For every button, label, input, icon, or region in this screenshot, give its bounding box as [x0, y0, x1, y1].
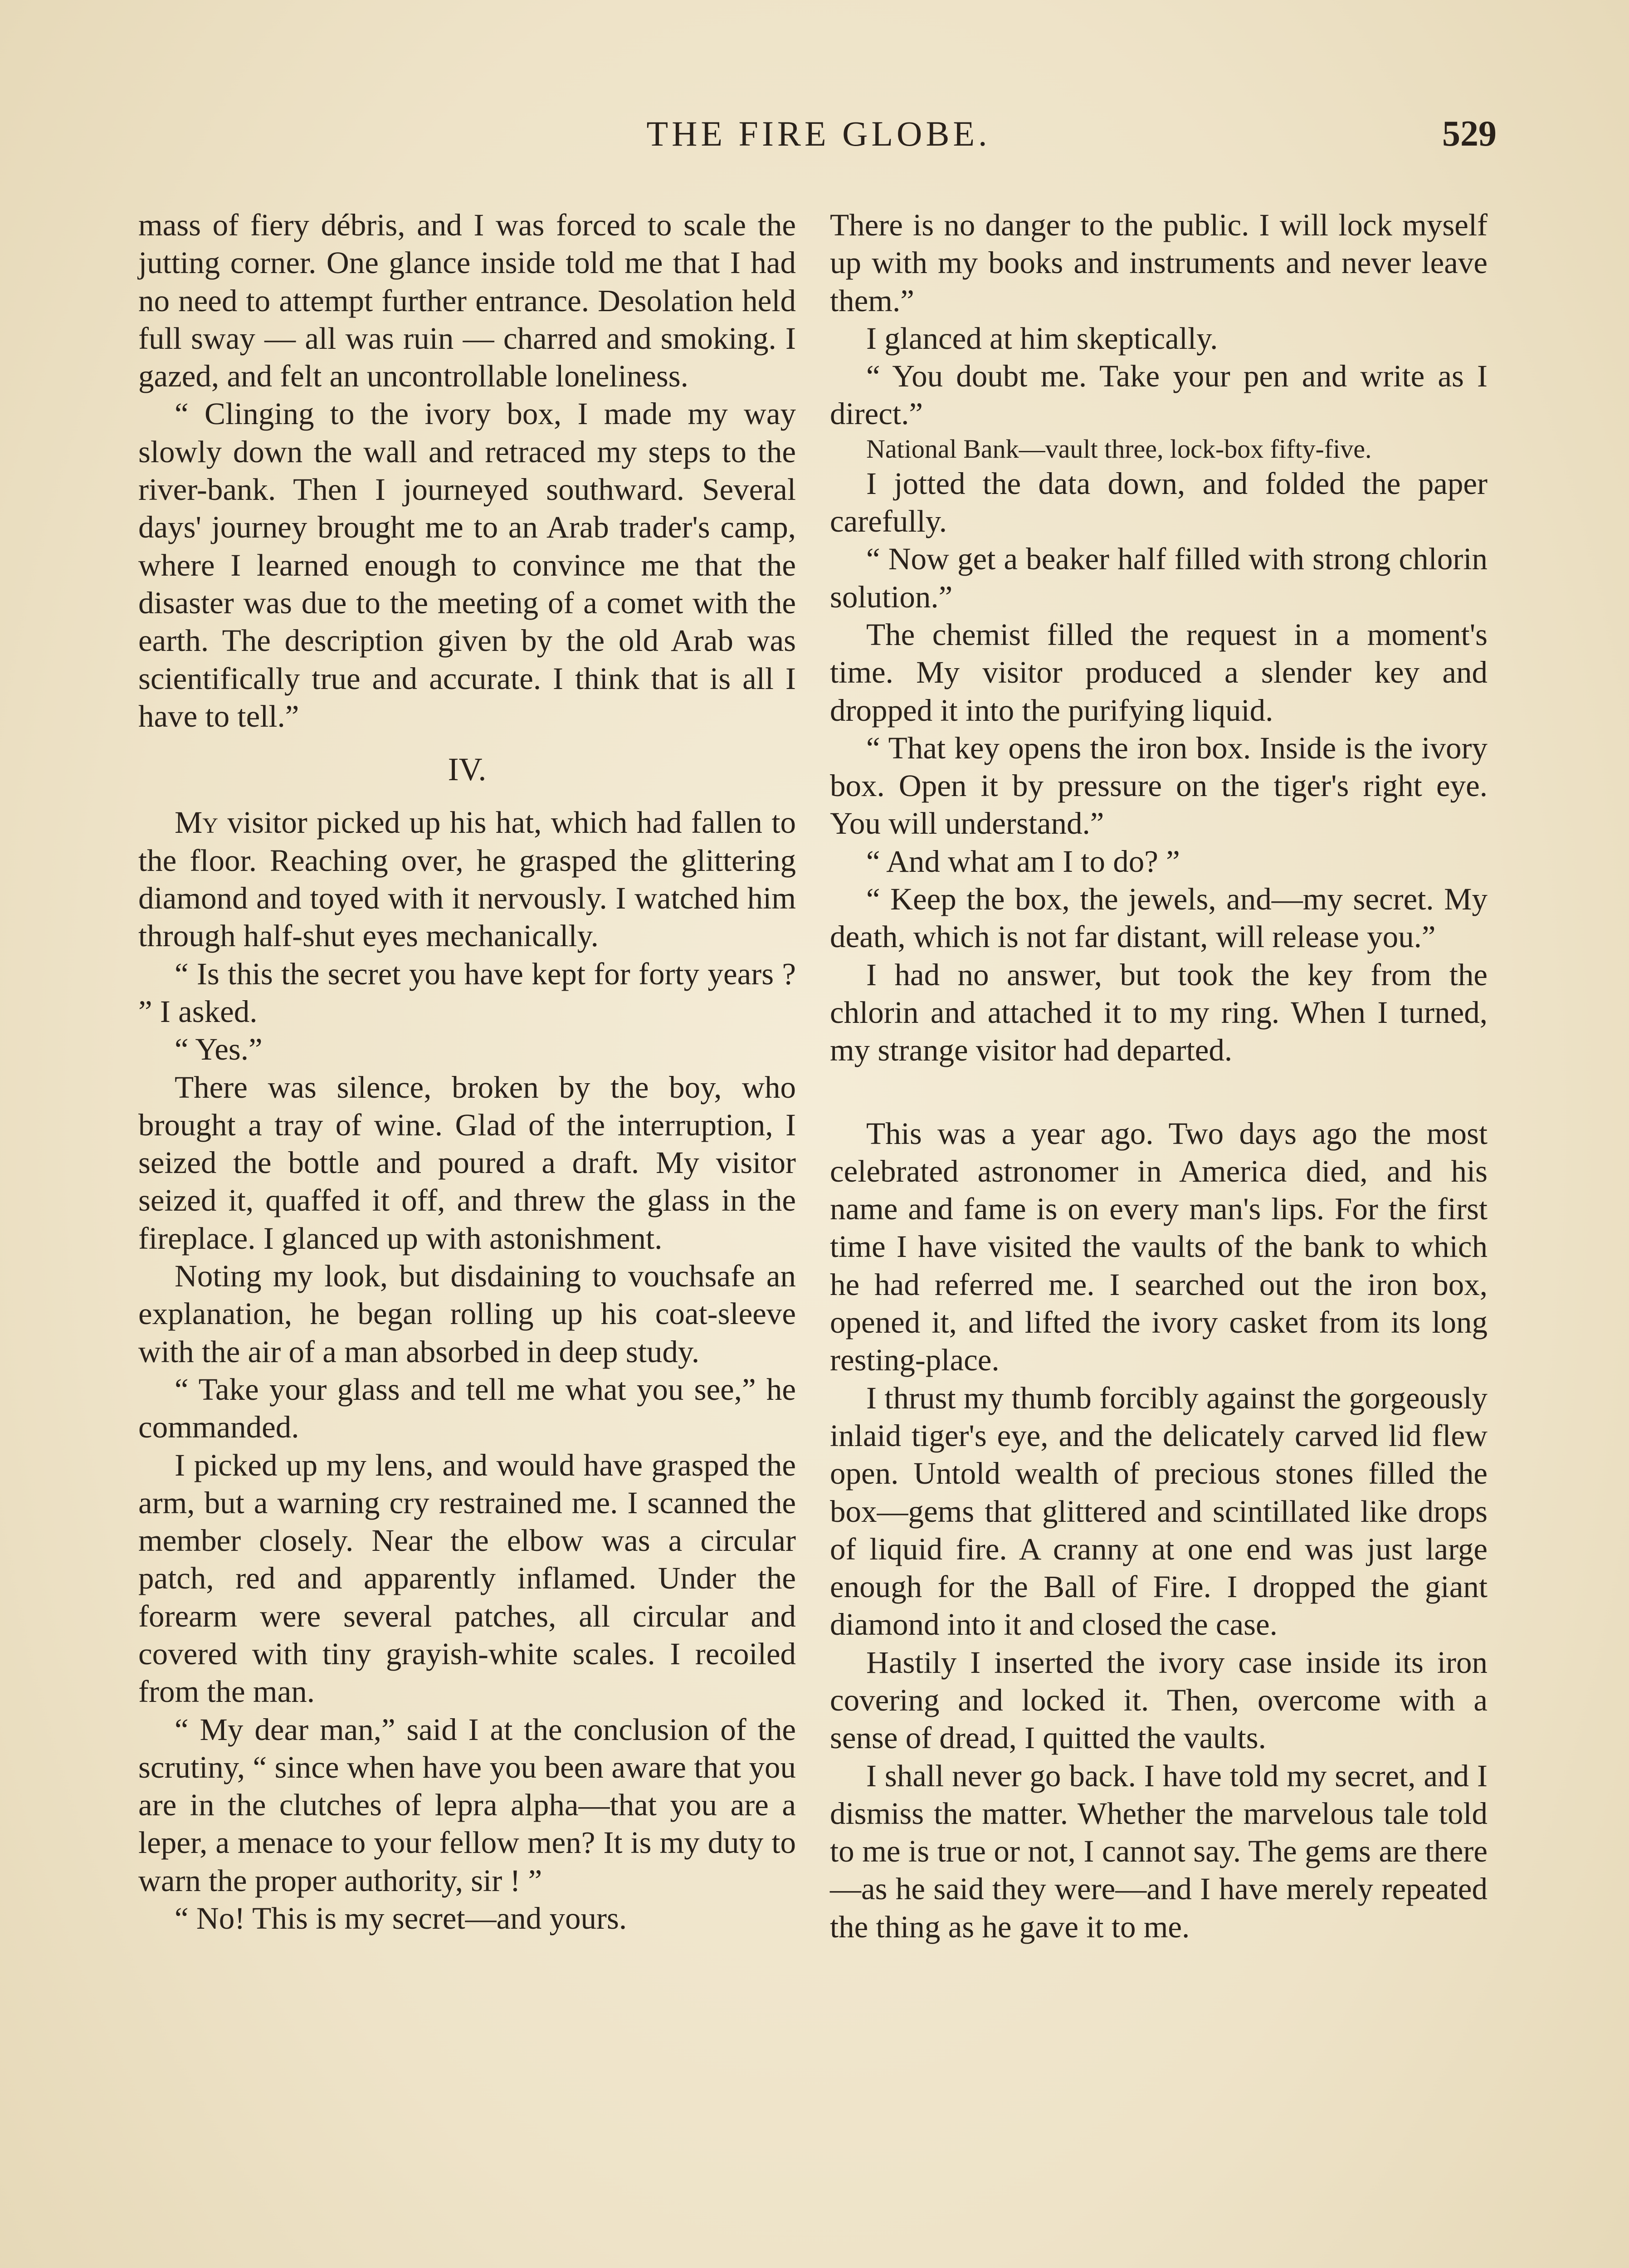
paragraph: “ Keep the box, the jewels, and—my secret. My death, which is not far distant, will release you.”: [830, 882, 1488, 954]
section-heading: IV.: [448, 751, 487, 788]
paragraph: “ Clinging to the ivory box, I made my way slowly down the wall and retraced my steps to the river-bank. Then I journeyed southward. Several days' journey brought me to an Arab trader's camp, where I learned enough to convince me that the disaster was due to the meeting of a comet with the earth. The description given by the old Arab was scientifically true and accurate. I think that is all I have to tell.”: [138, 396, 796, 733]
paragraph: I jotted the data down, and folded the paper carefully.: [830, 466, 1488, 539]
paragraph: “ Now get a beaker half filled with strong chlorin solution.”: [830, 542, 1488, 614]
left-column: [138, 206, 796, 1937]
bank-note: National Bank—vault three, lock-box fifty-five.: [866, 434, 1372, 464]
paragraph-text: visitor picked up his hat, which had fallen to the floor. Reaching over, he grasped the glittering diamond and toyed with it nervously. I watched him through half-shut eyes mechanically.: [138, 805, 796, 953]
paragraph: I had no answer, but took the key from the chlorin and attached it to my ring. When I turned, my strange visitor had departed.: [830, 957, 1488, 1068]
paragraph: Hastily I inserted the ivory case inside its iron covering and locked it. Then, overcome with a sense of dread, I quitted the vaults.: [830, 1645, 1488, 1755]
page-number: 529: [1442, 114, 1497, 154]
paragraph: The chemist filled the request in a moment's time. My visitor produced a slender key and dropped it into the purifying liquid.: [830, 617, 1488, 728]
paragraph: “ And what am I to do? ”: [866, 844, 1180, 879]
paragraph: “ Yes.”: [175, 1032, 263, 1067]
paragraph: “ Is this the secret you have kept for forty years ? ” I asked.: [138, 956, 796, 1029]
paragraph: There was silence, broken by the boy, who brought a tray of wine. Glad of the interruption, I seized the bottle and poured a draft. My visitor seized it, quaffed it off, and threw the glass in the fireplace. I glanced up with astonishment.: [138, 1070, 796, 1256]
paragraph: “ My dear man,” said I at the conclusion of the scrutiny, “ since when have you been aware that you are in the clutches of lepra alpha—that you are a leper, a menace to your fellow men? It is my duty to warn the proper authority, sir ! ”: [138, 1712, 796, 1898]
paragraph: I shall never go back. I have told my secret, and I dismiss the matter. Whether the marvelous tale told to me is true or not, I cannot say. The gems are there—as he said they were—and I have merely repeated the thing as he gave it to me.: [830, 1758, 1488, 1944]
section-first-word: My: [175, 805, 219, 840]
running-title: THE FIRE GLOBE.: [646, 114, 991, 153]
section-break: [830, 1070, 1488, 1115]
paragraph: [138, 804, 796, 955]
paragraph: “ No! This is my secret—and yours.: [175, 1901, 627, 1936]
paragraph: mass of fiery débris, and I was forced to scale the jutting corner. One glance inside told me that I had no need to attempt further entrance. Desolation held full sway — all was ruin — charred and smoking. I gazed, and felt an uncontrollable loneliness.: [138, 208, 796, 394]
paragraph: “ Take your glass and tell me what you see,” he commanded.: [138, 1372, 796, 1445]
paragraph: “ That key opens the iron box. Inside is the ivory box. Open it by pressure on the tiger's right eye. You will understand.”: [830, 730, 1488, 841]
paragraph: “ You doubt me. Take your pen and write as I direct.”: [830, 359, 1488, 431]
paragraph: I thrust my thumb forcibly against the gorgeously inlaid tiger's eye, and the delicately carved lid flew open. Untold wealth of precious stones filled the box—gems that glittered and scintillated like drops of liquid fire. A cranny at one end was just large enough for the Ball of Fire. I dropped the giant diamond into it and closed the case.: [830, 1380, 1488, 1642]
paragraph: This was a year ago. Two days ago the most celebrated astronomer in America died, and his name and fame is on every man's lips. For the first time I have visited the vaults of the bank to which he had referred me. I searched out the iron box, opened it, and lifted the ivory casket from its long resting-place.: [830, 1116, 1488, 1378]
right-column: [830, 206, 1488, 1946]
paragraph: I picked up my lens, and would have grasped the arm, but a warning cry restrained me. I scanned the member closely. Near the elbow was a circular patch, red and apparently inflamed. Under the forearm were several patches, all circular and covered with tiny grayish-white scales. I recoiled from the man.: [138, 1447, 796, 1709]
paragraph: Noting my look, but disdaining to vouchsafe an explanation, he began rolling up his coat-sleeve with the air of a man absorbed in deep study.: [138, 1259, 796, 1369]
paragraph: There is no danger to the public. I will lock myself up with my books and instruments and never leave them.”: [830, 208, 1488, 318]
page-header: [141, 113, 1497, 172]
paragraph: I glanced at him skeptically.: [866, 321, 1218, 356]
